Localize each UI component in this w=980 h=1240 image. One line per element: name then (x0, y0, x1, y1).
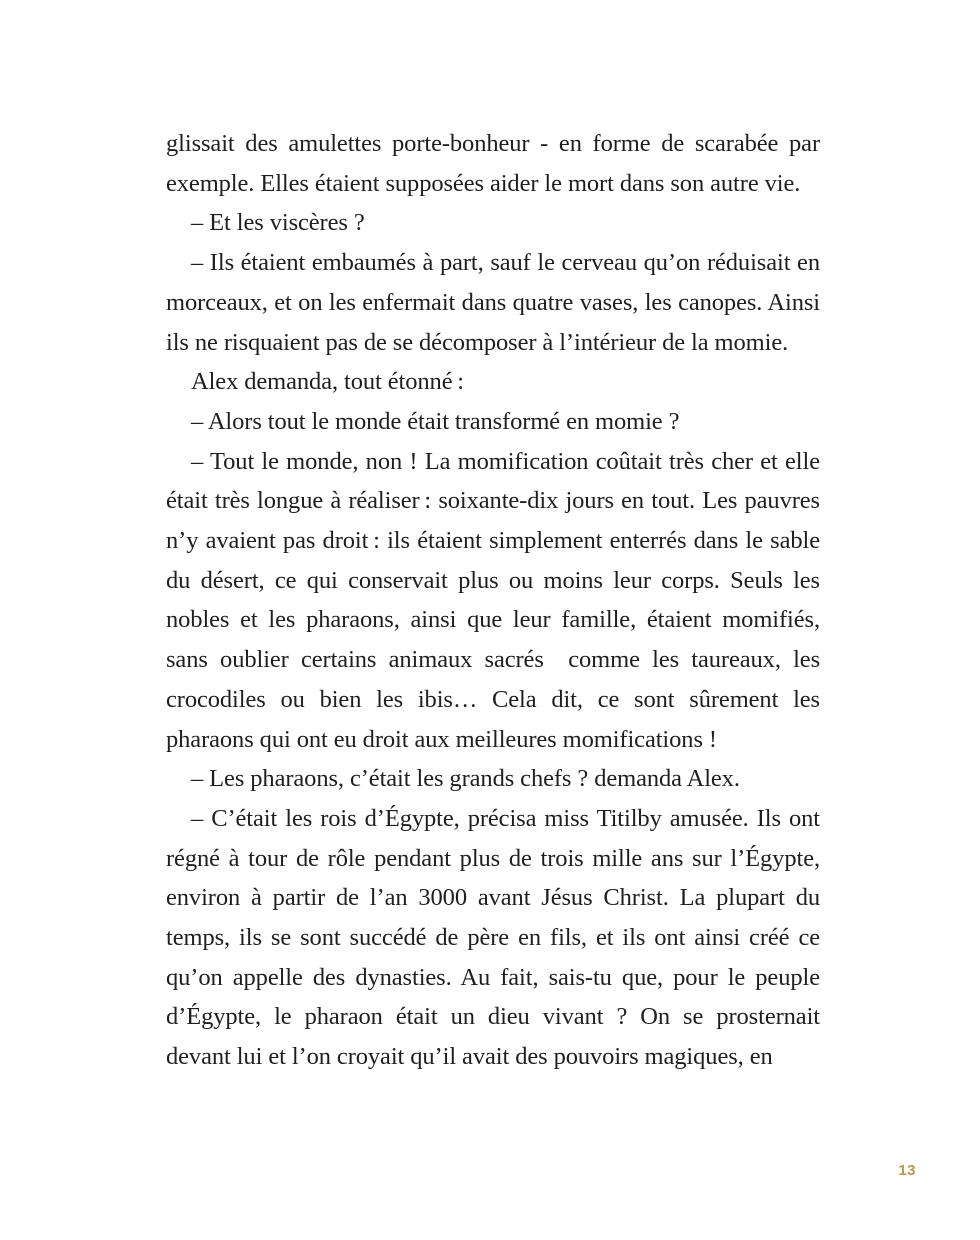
paragraph: – Tout le monde, non ! La momification coûtait très cher et elle était très longue à réaliser : soixante-dix jours en tout. Les pauvres n’y avaient pas droit : ils étaient simplement enterrés dans le sable du désert, ce qui conservait plus ou moins leur corps. Seuls les nobles et les pharaons, ainsi que leur famille, étaient momifiés, sans oublier certains animaux sacrés comme les taureaux, les crocodiles ou bien les ibis… Cela dit, ce sont sûrement les pharaons qui ont eu droit aux meilleures momifications ! (166, 447, 820, 753)
page-text (166, 124, 820, 1077)
page-number: 13 (898, 1162, 916, 1179)
paragraph: Alex demanda, tout étonné : (191, 368, 464, 396)
paragraph: glissait des amulettes porte-bonheur - en forme de scarabée par exemple. Elles étaient supposées aider le mort dans son autre vie. (166, 130, 820, 197)
paragraph: – Ils étaient embaumés à part, sauf le cerveau qu’on réduisait en morceaux, et on les enfermait dans quatre vases, les canopes. Ainsi ils ne risquaient pas de se décomposer à l’intérieur de la momie. (166, 249, 820, 356)
paragraph: – Et les viscères ? (191, 209, 365, 237)
paragraph: – C’était les rois d’Égypte, précisa miss Titilby amusée. Ils ont régné à tour de rôle pendant plus de trois mille ans sur l’Égypte, environ à partir de l’an 3000 avant Jésus Christ. La plupart du temps, ils se sont succédé de père en fils, et ils ont ainsi créé ce qu’on appelle des dynasties. Au fait, sais-tu que, pour le peuple d’Égypte, le pharaon était un dieu vivant ? On se prosternait devant lui et l’on croyait qu’il avait des pouvoirs magiques, en (166, 804, 820, 1071)
paragraph: – Les pharaons, c’était les grands chefs ? demanda Alex. (191, 765, 740, 793)
paragraph: – Alors tout le monde était transformé en momie ? (191, 407, 680, 435)
